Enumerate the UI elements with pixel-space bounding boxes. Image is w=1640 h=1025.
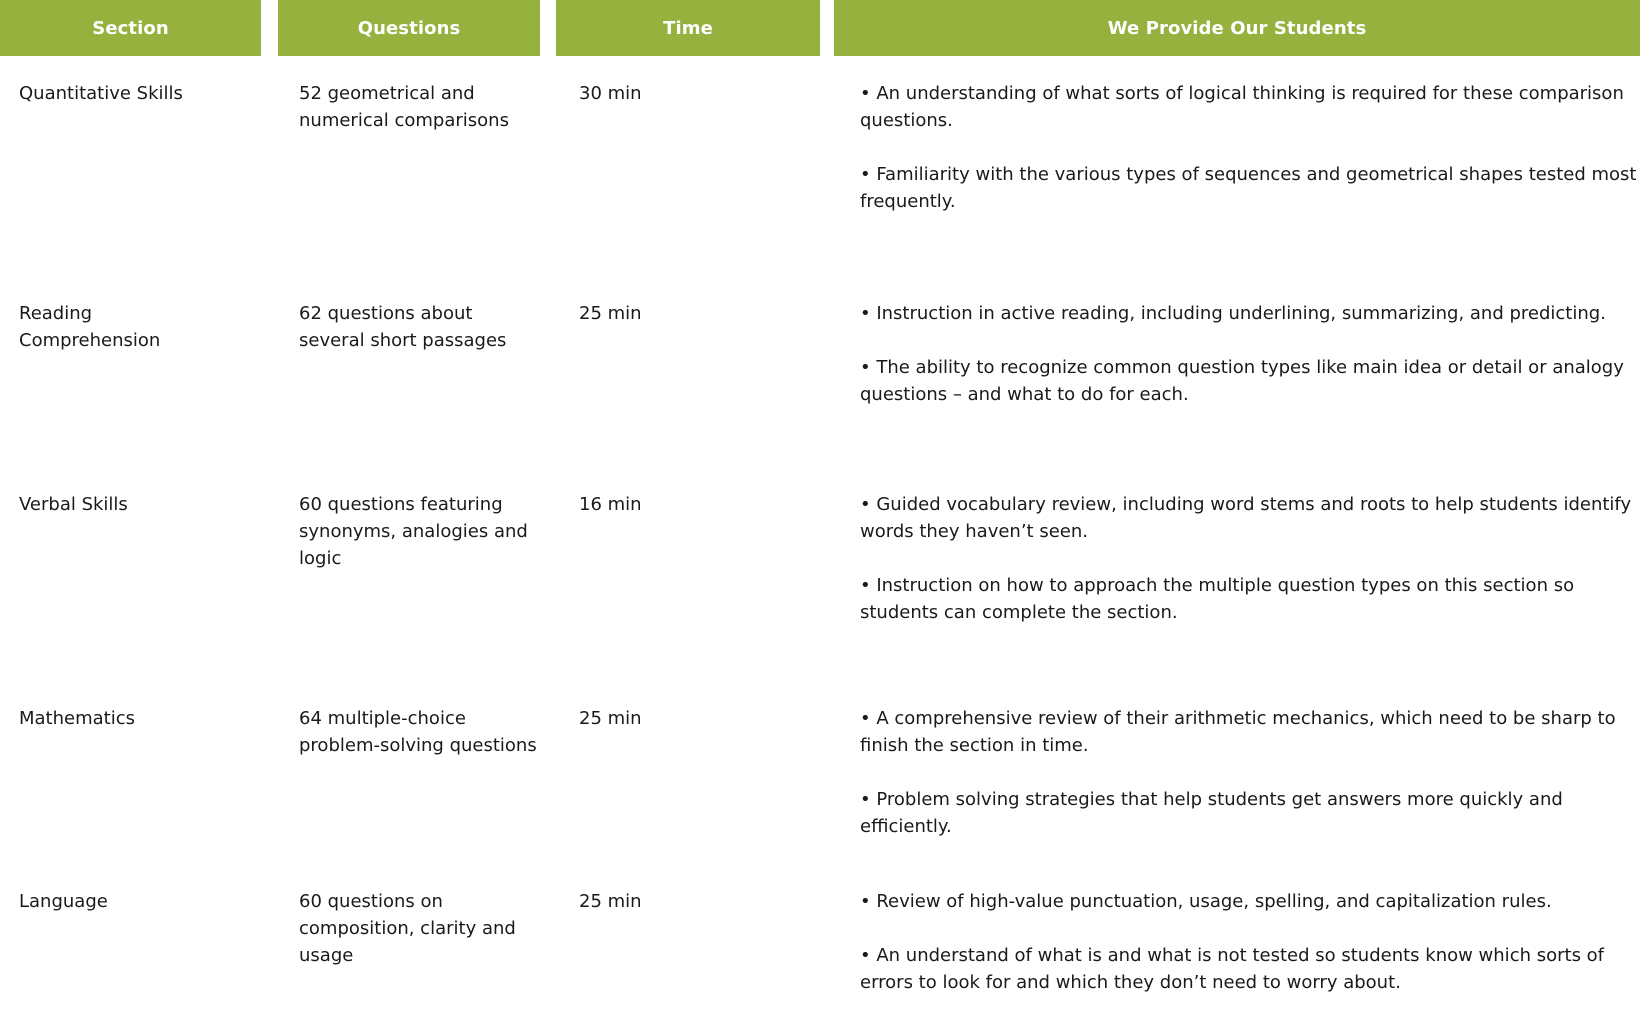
time-value: 25 min — [579, 303, 642, 324]
time-value: 25 min — [579, 891, 642, 912]
provide-bullet: • Guided vocabulary review, including word stems and roots to help students identify words they haven’t seen. — [860, 494, 1632, 542]
provide-bullet: • Problem solving strategies that help students get answers more quickly and efficiently. — [860, 789, 1563, 837]
time-value: 30 min — [579, 83, 642, 104]
questions-description: 60 questions featuring synonyms, analogies and logic — [299, 494, 528, 569]
section-name: Language — [19, 891, 108, 912]
provide-list — [860, 300, 1640, 408]
header-we-provide: We Provide Our Students — [834, 0, 1640, 56]
header-questions: Questions — [278, 0, 540, 56]
provide-list — [860, 80, 1640, 215]
section-name: Reading Comprehension — [19, 303, 161, 351]
section-name: Quantitative Skills — [19, 83, 183, 104]
provide-bullet: • A comprehensive review of their arithmetic mechanics, which need to be sharp to finish the section in time. — [860, 708, 1616, 756]
time-value: 16 min — [579, 494, 642, 515]
provide-list — [860, 491, 1640, 626]
questions-description: 64 multiple-choice problem-solving questions — [299, 708, 537, 756]
section-name: Verbal Skills — [19, 494, 128, 515]
provide-bullet: • The ability to recognize common question types like main idea or detail or analogy questions – and what to do for each. — [860, 357, 1624, 405]
provide-bullet: • Familiarity with the various types of sequences and geometrical shapes tested most frequently. — [860, 164, 1637, 212]
provide-bullet: • An understand of what is and what is not tested so students know which sorts of errors to look for and which they don’t need to worry about. — [860, 945, 1605, 993]
section-name: Mathematics — [19, 708, 135, 729]
table-header — [0, 0, 1640, 56]
questions-description: 60 questions on composition, clarity and usage — [299, 891, 516, 966]
provide-bullet: • An understanding of what sorts of logical thinking is required for these comparison questions. — [860, 83, 1624, 131]
provide-bullet: • Instruction in active reading, including underlining, summarizing, and predicting. — [860, 303, 1606, 324]
header-section: Section — [0, 0, 261, 56]
questions-description: 62 questions about several short passages — [299, 303, 507, 351]
provide-list — [860, 888, 1640, 996]
provide-bullet: • Review of high-value punctuation, usage, spelling, and capitalization rules. — [860, 891, 1552, 912]
provide-list — [860, 705, 1640, 840]
time-value: 25 min — [579, 708, 642, 729]
questions-description: 52 geometrical and numerical comparisons — [299, 83, 509, 131]
provide-bullet: • Instruction on how to approach the multiple question types on this section so students can complete the section. — [860, 575, 1575, 623]
header-time: Time — [556, 0, 820, 56]
